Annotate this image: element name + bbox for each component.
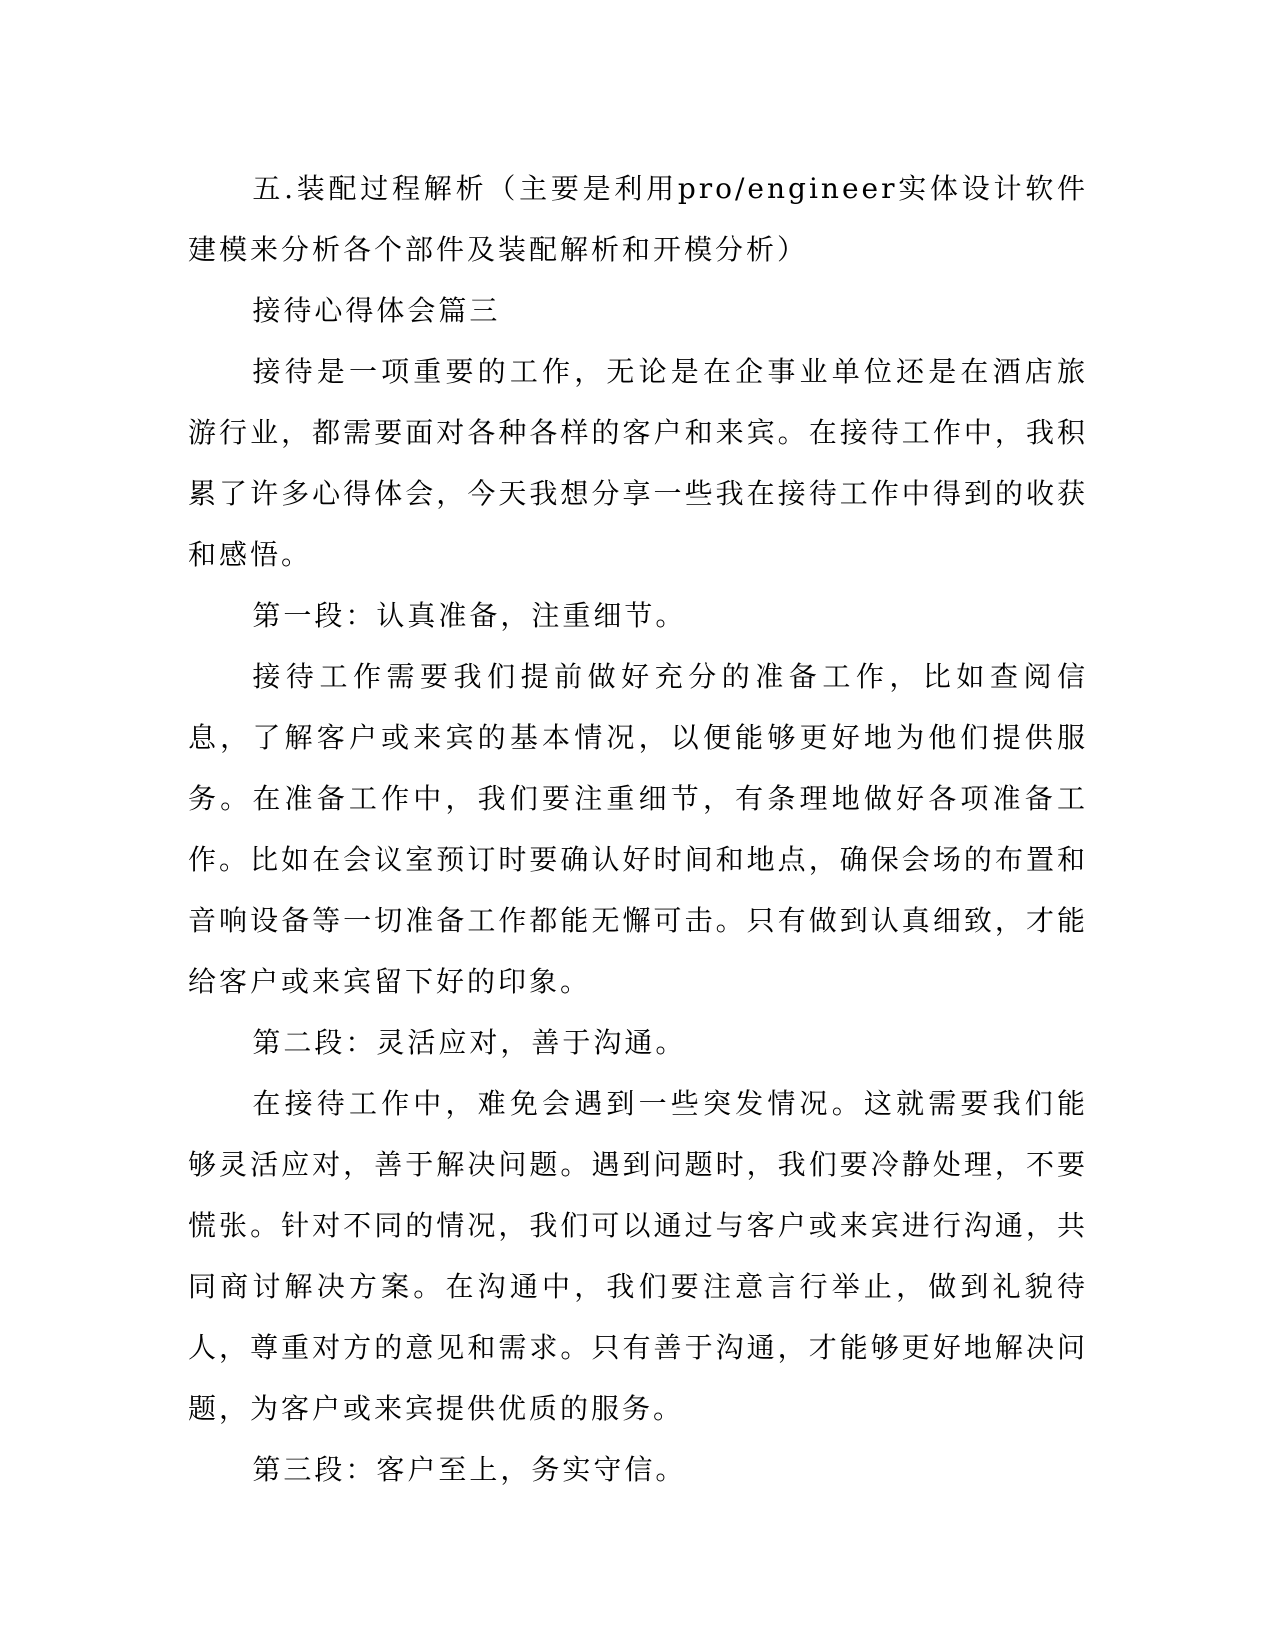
paragraph-intro: 接待是一项重要的工作，无论是在企事业单位还是在酒店旅游行业，都需要面对各种各样的客户和来宾。在接待工作中，我积累了许多心得体会，今天我想分享一些我在接待工作中得到的收获和感悟。 (188, 355, 1088, 571)
paragraph-part-two: 在接待工作中，难免会遇到一些突发情况。这就需要我们能够灵活应对，善于解决问题。遇到问题时，我们要冷静处理，不要慌张。针对不同的情况，我们可以通过与客户或来宾进行沟通，共同商讨解决方案。在沟通中，我们要注意言行举止，做到礼貌待人，尊重对方的意见和需求。只有善于沟通，才能够更好地解决问题，为客户或来宾提供优质的服务。 (188, 1087, 1088, 1425)
heading-part-two: 第二段：灵活应对，善于沟通。 (252, 1026, 687, 1059)
paragraph-part-one: 接待工作需要我们提前做好充分的准备工作，比如查阅信息，了解客户或来宾的基本情况，以便能够更好地为他们提供服务。在准备工作中，我们要注重细节，有条理地做好各项准备工作。比如在会议室预订时要确认好时间和地点，确保会场的布置和音响设备等一切准备工作都能无懈可击。只有做到认真细致，才能给客户或来宾留下好的印象。 (188, 660, 1088, 998)
heading-part-three: 第三段：客户至上，务实守信。 (252, 1453, 687, 1486)
document-body (188, 158, 1088, 1500)
paragraph-assembly-analysis: 五.装配过程解析（主要是利用pro/engineer实体设计软件建模来分析各个部件及装配解析和开模分析） (188, 172, 1088, 266)
section-title: 接待心得体会篇三 (252, 294, 501, 327)
heading-part-one: 第一段：认真准备，注重细节。 (252, 599, 687, 632)
